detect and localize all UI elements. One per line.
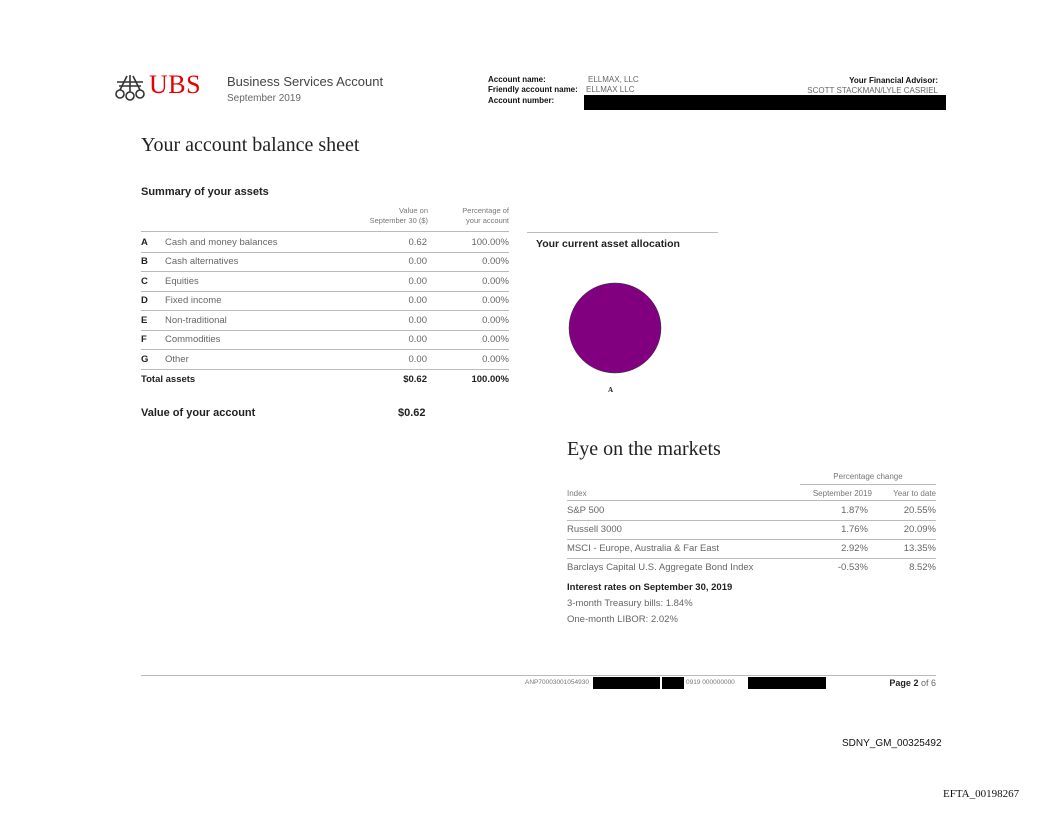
efta-number: EFTA_00198267 <box>943 788 1020 800</box>
asset-name: Fixed income <box>165 295 222 306</box>
account-value-row <box>141 407 441 419</box>
asset-letter: G <box>141 354 149 365</box>
redaction-block <box>593 677 660 689</box>
asset-value: 0.00 <box>408 334 427 345</box>
advisor-name: SCOTT STACKMAN/LYLE CASRIEL <box>807 86 938 95</box>
total-assets-value: $0.62 <box>403 374 427 385</box>
table-row <box>141 311 509 331</box>
asset-value: 0.00 <box>408 354 427 365</box>
index-name: S&P 500 <box>567 505 605 516</box>
assets-heading: Summary of your assets <box>141 186 269 198</box>
asset-letter: D <box>141 295 148 306</box>
index-month: 1.76% <box>841 524 868 535</box>
table-row <box>141 272 509 292</box>
asset-name: Commodities <box>165 334 221 345</box>
table-row <box>141 252 509 272</box>
table-row <box>141 330 509 350</box>
month-column-header: September 2019 <box>812 489 872 498</box>
footer-document-code: ANP70003001054930 <box>525 679 589 686</box>
index-ytd: 8.52% <box>909 562 936 573</box>
pie-slice-a <box>569 283 661 373</box>
table-row <box>567 558 936 577</box>
statement-period: September 2019 <box>227 93 301 104</box>
redaction-block <box>584 95 946 110</box>
table-row <box>567 539 936 559</box>
asset-value: 0.00 <box>408 315 427 326</box>
redaction-block <box>748 677 826 689</box>
asset-name: Cash alternatives <box>165 256 239 267</box>
treasury-rate: 3-month Treasury bills: 1.84% <box>567 598 693 609</box>
value-column-header <box>370 206 428 226</box>
pct-column-header-line2: your account <box>466 216 509 225</box>
index-name: Barclays Capital U.S. Aggregate Bond Index <box>567 562 754 573</box>
table-row <box>567 501 936 521</box>
total-assets-row <box>141 370 509 389</box>
page-word: Page <box>889 678 911 688</box>
asset-letter: F <box>141 334 147 345</box>
asset-name: Equities <box>165 276 199 287</box>
account-type: Business Services Account <box>227 74 384 89</box>
bates-number: SDNY_GM_00325492 <box>842 738 942 749</box>
footer-divider <box>141 675 936 676</box>
table-row <box>141 350 509 370</box>
interest-rates-heading: Interest rates on September 30, 2019 <box>567 582 733 593</box>
asset-pct: 100.00% <box>471 237 509 248</box>
asset-value: 0.62 <box>408 237 427 248</box>
pct-column-header <box>462 206 509 226</box>
page-number <box>889 678 936 688</box>
asset-pct: 0.00% <box>482 315 509 326</box>
assets-header-divider <box>141 231 509 232</box>
account-value: $0.62 <box>398 407 426 419</box>
account-name-value: ELLMAX, LLC <box>588 75 639 84</box>
asset-pct: 0.00% <box>482 256 509 267</box>
index-month: 2.92% <box>841 543 868 554</box>
table-row <box>141 291 509 311</box>
index-month: 1.87% <box>841 505 868 516</box>
table-row <box>141 233 509 253</box>
value-column-header-line2: September 30 ($) <box>369 216 428 225</box>
index-name: Russell 3000 <box>567 524 622 535</box>
asset-letter: E <box>141 315 148 326</box>
page-current: 2 <box>913 678 919 688</box>
ytd-column-header: Year to date <box>893 489 936 498</box>
footer-period-code: 0919 000000000 <box>686 679 735 686</box>
allocation-title: Your current asset allocation <box>536 238 680 250</box>
asset-pct: 0.00% <box>482 295 509 306</box>
asset-pct: 0.00% <box>482 334 509 345</box>
value-column-header-line1: Value on <box>398 206 428 215</box>
asset-value: 0.00 <box>408 295 427 306</box>
asset-name: Other <box>165 354 189 365</box>
friendly-name-label: Friendly account name: <box>488 85 578 94</box>
allocation-divider <box>527 232 718 233</box>
account-number-label: Account number: <box>488 96 555 105</box>
asset-name: Non-traditional <box>165 315 227 326</box>
asset-name: Cash and money balances <box>165 237 278 248</box>
index-ytd: 13.35% <box>903 543 936 554</box>
markets-title: Eye on the markets <box>567 438 721 460</box>
friendly-name-value: ELLMAX LLC <box>586 85 635 94</box>
libor-rate: One-month LIBOR: 2.02% <box>567 614 678 625</box>
index-column-header: Index <box>567 489 587 498</box>
advisor-label: Your Financial Advisor: <box>849 76 938 85</box>
account-value-label: Value of your account <box>141 407 256 419</box>
asset-letter: C <box>141 276 148 287</box>
pct-change-header: Percentage change <box>833 472 903 481</box>
allocation-pie-chart <box>560 280 670 380</box>
asset-value: 0.00 <box>408 276 427 287</box>
account-name-label: Account name: <box>488 75 546 84</box>
asset-pct: 0.00% <box>482 276 509 287</box>
total-assets-label: Total assets <box>141 374 196 385</box>
pie-slice-label: A <box>608 386 614 394</box>
index-ytd: 20.55% <box>903 505 936 516</box>
asset-pct: 0.00% <box>482 354 509 365</box>
asset-letter: B <box>141 256 148 267</box>
total-assets-pct: 100.00% <box>471 374 509 385</box>
index-month: -0.53% <box>837 562 868 573</box>
pct-column-header-line1: Percentage of <box>462 206 509 215</box>
redaction-block <box>662 677 684 689</box>
page-title: Your account balance sheet <box>141 134 360 156</box>
ubs-brand-text: UBS <box>149 70 202 99</box>
page-total: of 6 <box>920 678 936 688</box>
index-ytd: 20.09% <box>903 524 936 535</box>
index-name: MSCI - Europe, Australia & Far East <box>567 543 720 554</box>
table-row <box>567 520 936 540</box>
asset-letter: A <box>141 237 148 248</box>
pct-change-divider <box>800 484 936 485</box>
asset-value: 0.00 <box>408 256 427 267</box>
